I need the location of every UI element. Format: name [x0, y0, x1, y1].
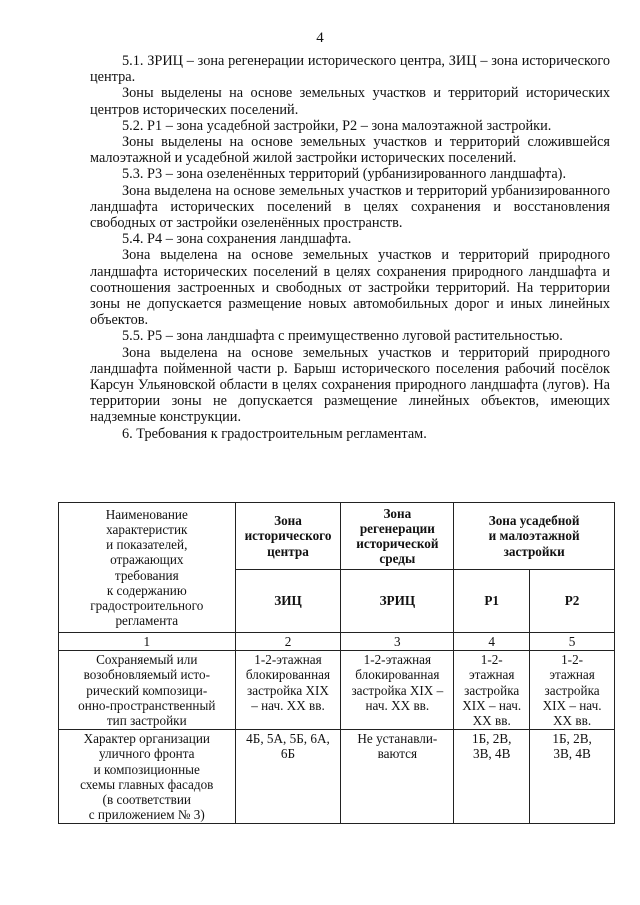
header-line: к содержанию	[106, 582, 187, 598]
column-number: 2	[235, 633, 341, 651]
cell-line: 1Б, 2В,	[471, 731, 512, 747]
cell-line: застройка XIX –	[351, 682, 444, 698]
cell-line: тип застройки	[106, 713, 187, 729]
header-zone-historic	[235, 503, 341, 570]
table-cell	[341, 651, 454, 730]
paragraph: 5.1. ЗРИЦ – зона регенерации исторического центра, ЗИЦ – зона исторического центра.	[90, 53, 610, 86]
header-line: градостроительного	[90, 597, 204, 613]
paragraph: Зона выделена на основе земельных участков и территорий природного ландшафта исторических поселений в целях сохранения природного ландшафта и соотношения застроенных и свободных от застройки территорий. На территории зоны не допускается размещение новых автомобильных дорог и иных линейных объектов.	[90, 247, 610, 329]
row-label	[59, 651, 236, 730]
paragraph: 5.2. Р1 – зона усадебной застройки, Р2 – зона малоэтажной застройки.	[122, 117, 552, 134]
cell-line: 1-2-	[480, 652, 503, 668]
cell-line: Сохраняемый или	[96, 652, 198, 668]
header-characteristics	[59, 503, 236, 633]
cell-line: блокированная	[245, 667, 331, 683]
cell-line: 1-2-этажная	[254, 652, 322, 668]
table-header-row	[59, 503, 615, 570]
cell-line: 3В, 4В	[553, 746, 591, 762]
cell-line: 4Б, 5А, 5Б, 6А,	[246, 731, 330, 747]
header-line: и малоэтажной	[488, 528, 580, 544]
cell-line: застройка	[544, 682, 600, 698]
cell-line: – нач. XX вв.	[251, 697, 325, 713]
cell-line: 1Б, 2В,	[552, 731, 592, 747]
table-number-row	[59, 633, 615, 651]
header-line: и показателей,	[106, 537, 188, 553]
cell-line: рический композици-	[86, 682, 208, 698]
table-cell	[454, 730, 530, 824]
paragraph: Зона выделена на основе земельных участков и территорий урбанизированного ландшафта исторических поселений в целях сохранения и восстановления свободных от застройки озеленённых пространств.	[90, 182, 610, 232]
table-cell	[235, 651, 341, 730]
header-line: застройки	[503, 543, 565, 559]
cell-line: XIX – нач.	[462, 697, 522, 713]
column-number: 4	[454, 633, 530, 651]
cell-line: 3В, 4В	[473, 746, 511, 762]
header-line: требования	[114, 567, 179, 583]
cell-line: XX вв.	[472, 713, 511, 729]
cell-line: блокированная	[355, 667, 440, 683]
cell-line: схемы главных фасадов	[80, 776, 214, 792]
cell-line: и композиционные	[93, 761, 200, 777]
paragraph: 5.3. Р3 – зона озеленённых территорий (урбанизированного ландшафта).	[122, 166, 567, 183]
header-zone-residential	[454, 503, 615, 570]
paragraph: Зоны выделены на основе земельных участков и территорий исторических центров исторических поселений.	[90, 85, 610, 118]
cell-line: этажная	[468, 667, 515, 683]
paragraph: Зоны выделены на основе земельных участков и территорий сложившейся малоэтажной и усадебной жилой застройки исторических поселений.	[90, 134, 610, 167]
cell-line: этажная	[549, 667, 595, 683]
table-row	[59, 730, 615, 824]
cell-line: Не устанавли-	[357, 731, 438, 747]
cell-line: XX вв.	[553, 713, 592, 729]
cell-line: 1-2-этажная	[363, 652, 432, 668]
cell-line: с приложением № 3)	[88, 807, 205, 823]
code-zric: ЗРИЦ	[341, 570, 454, 633]
table-row	[59, 651, 615, 730]
code-r2: Р2	[530, 570, 615, 633]
document-body	[90, 53, 610, 442]
cell-line: уличного фронта	[99, 746, 195, 762]
header-line: Зона	[274, 513, 302, 529]
column-number: 3	[341, 633, 454, 651]
cell-line: застройка XIX	[247, 682, 329, 698]
table-cell	[235, 730, 341, 824]
table-cell	[341, 730, 454, 824]
regulations-table	[58, 502, 615, 824]
header-line: регенерации	[359, 520, 435, 536]
header-line: отражающих	[110, 552, 184, 568]
page-number: 4	[316, 30, 324, 46]
header-line: среды	[379, 551, 416, 567]
cell-line: (в соответствии	[102, 792, 191, 808]
paragraph: Зона выделена на основе земельных участков и территорий природного ландшафта пойменной части р. Барыш исторического поселения рабочий посёлок Карсун Ульяновской области в целях сохранения природного ландшафта (лугов). На территории зоны не допускается размещение линейных объектов, имеющих надземные конструкции.	[90, 344, 610, 426]
code-zic: ЗИЦ	[235, 570, 341, 633]
header-line: исторического	[244, 528, 332, 544]
paragraph: 5.4. Р4 – зона сохранения ландшафта.	[122, 231, 352, 248]
header-line: исторической	[356, 536, 439, 551]
cell-line: XIX – нач.	[542, 697, 602, 713]
cell-line: Характер организации	[83, 731, 210, 747]
cell-line: застройка	[464, 682, 520, 698]
cell-line: нач. XX вв.	[365, 697, 430, 713]
table-cell	[530, 730, 615, 824]
row-label	[59, 730, 236, 824]
header-zone-regeneration	[341, 503, 454, 570]
paragraph: 6. Требования к градостроительным регламентам.	[122, 425, 427, 442]
column-number: 1	[59, 633, 236, 651]
header-line: Зона	[383, 505, 412, 521]
cell-line: возобновляемый исто-	[83, 667, 210, 683]
column-number: 5	[530, 633, 615, 651]
header-line: Наименование	[105, 506, 188, 522]
header-line: Зона усадебной	[488, 513, 580, 529]
table-cell	[530, 651, 615, 730]
paragraph: 5.5. Р5 – зона ландшафта с преимущественно луговой растительностью.	[122, 328, 563, 345]
cell-line: ваются	[377, 746, 418, 762]
header-line: характеристик	[106, 521, 188, 537]
cell-line: онно-пространственный	[78, 697, 216, 713]
header-line: центра	[267, 543, 309, 559]
cell-line: 6Б	[280, 746, 296, 762]
header-line: регламента	[115, 613, 179, 629]
code-r1: Р1	[454, 570, 530, 633]
cell-line: 1-2-	[561, 652, 584, 668]
table-cell	[454, 651, 530, 730]
